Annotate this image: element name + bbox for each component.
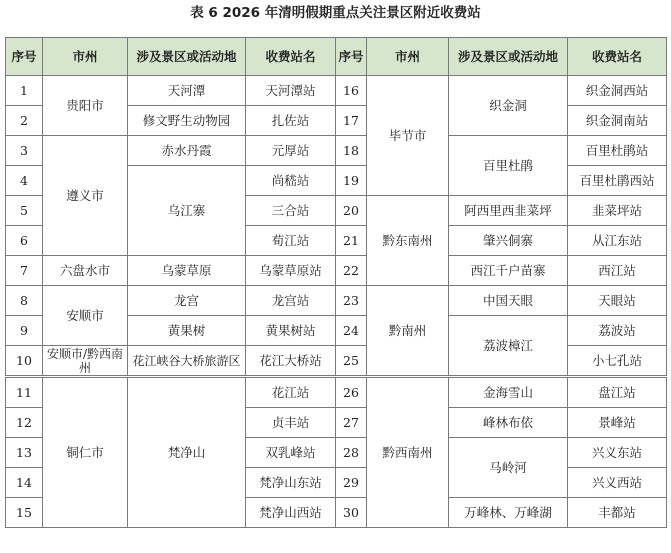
header-no: 序号 <box>336 38 367 76</box>
station-cell: 元厚站 <box>246 136 336 166</box>
row-no: 28 <box>336 438 367 468</box>
row-no: 1 <box>6 76 43 106</box>
row-no: 30 <box>336 498 367 528</box>
row-no: 8 <box>6 286 43 316</box>
area-cell: 梵净山 <box>128 377 246 528</box>
station-cell: 天河潭站 <box>246 76 336 106</box>
station-cell: 小七孔站 <box>568 346 667 377</box>
city-cell: 六盘水市 <box>43 256 128 286</box>
station-cell: 尚嵇站 <box>246 166 336 196</box>
row-no: 17 <box>336 106 367 136</box>
area-cell: 荔波樟江 <box>449 316 568 377</box>
area-cell: 西江千户苗寨 <box>449 256 568 286</box>
table-title: 表 6 2026 年清明假期重点关注景区附近收费站 <box>190 5 481 21</box>
header-city: 市州 <box>43 38 128 76</box>
station-cell: 从江东站 <box>568 226 667 256</box>
area-cell: 阿西里西韭菜坪 <box>449 196 568 226</box>
station-cell: 贞丰站 <box>246 408 336 438</box>
station-cell: 丰都站 <box>568 498 667 528</box>
station-cell: 百里杜鹃西站 <box>568 166 667 196</box>
row-no: 24 <box>336 316 367 346</box>
area-cell: 乌江寨 <box>128 166 246 256</box>
area-cell: 肇兴侗寨 <box>449 226 568 256</box>
station-cell: 黄果树站 <box>246 316 336 346</box>
area-cell: 天河潭 <box>128 76 246 106</box>
header-station: 收费站名 <box>568 38 667 76</box>
city-cell: 毕节市 <box>367 76 449 196</box>
city-cell: 贵阳市 <box>43 76 128 136</box>
station-cell: 三合站 <box>246 196 336 226</box>
row-no: 16 <box>336 76 367 106</box>
table-row <box>6 256 667 286</box>
station-cell: 盘江站 <box>568 377 667 408</box>
row-no: 7 <box>6 256 43 286</box>
toll-station-table <box>5 37 667 528</box>
row-no: 20 <box>336 196 367 226</box>
header-no: 序号 <box>6 38 43 76</box>
row-no: 29 <box>336 468 367 498</box>
area-cell: 赤水丹霞 <box>128 136 246 166</box>
row-no: 14 <box>6 468 43 498</box>
header-station: 收费站名 <box>246 38 336 76</box>
city-cell: 安顺市/黔西南州 <box>43 346 128 377</box>
station-cell: 百里杜鹃站 <box>568 136 667 166</box>
table-row <box>6 286 667 316</box>
header-area: 涉及景区或活动地 <box>449 38 568 76</box>
row-no: 2 <box>6 106 43 136</box>
row-no: 10 <box>6 346 43 377</box>
area-cell: 花江峡谷大桥旅游区 <box>128 346 246 377</box>
city-cell: 黔西南州 <box>367 377 449 528</box>
row-no: 19 <box>336 166 367 196</box>
station-cell: 荀江站 <box>246 226 336 256</box>
area-cell: 中国天眼 <box>449 286 568 316</box>
row-no: 26 <box>336 377 367 408</box>
station-cell: 花江大桥站 <box>246 346 336 377</box>
row-no: 9 <box>6 316 43 346</box>
area-cell: 乌蒙草原 <box>128 256 246 286</box>
station-cell: 西江站 <box>568 256 667 286</box>
station-cell: 花江站 <box>246 377 336 408</box>
row-no: 23 <box>336 286 367 316</box>
station-cell: 景峰站 <box>568 408 667 438</box>
area-cell: 峰林布依 <box>449 408 568 438</box>
row-no: 21 <box>336 226 367 256</box>
station-cell: 织金洞南站 <box>568 106 667 136</box>
city-cell: 遵义市 <box>43 136 128 256</box>
station-cell: 兴义东站 <box>568 438 667 468</box>
row-no: 25 <box>336 346 367 377</box>
station-cell: 梵净山东站 <box>246 468 336 498</box>
row-no: 11 <box>6 377 43 408</box>
table-row <box>6 76 667 106</box>
table-row <box>6 346 667 377</box>
area-cell: 马岭河 <box>449 438 568 498</box>
station-cell: 韭菜坪站 <box>568 196 667 226</box>
area-cell: 织金洞 <box>449 76 568 136</box>
station-cell: 织金洞西站 <box>568 76 667 106</box>
row-no: 4 <box>6 166 43 196</box>
area-cell: 金海雪山 <box>449 377 568 408</box>
header-city: 市州 <box>367 38 449 76</box>
station-cell: 天眼站 <box>568 286 667 316</box>
row-no: 27 <box>336 408 367 438</box>
row-no: 3 <box>6 136 43 166</box>
table-row <box>6 377 667 408</box>
row-no: 12 <box>6 408 43 438</box>
station-cell: 扎佐站 <box>246 106 336 136</box>
row-no: 18 <box>336 136 367 166</box>
area-cell: 万峰林、万峰湖 <box>449 498 568 528</box>
row-no: 22 <box>336 256 367 286</box>
station-cell: 双乳峰站 <box>246 438 336 468</box>
table-row <box>6 136 667 166</box>
row-no: 5 <box>6 196 43 226</box>
area-cell: 百里杜鹃 <box>449 136 568 196</box>
area-cell: 黄果树 <box>128 316 246 346</box>
row-no: 13 <box>6 438 43 468</box>
header-area: 涉及景区或活动地 <box>128 38 246 76</box>
area-cell: 修文野生动物园 <box>128 106 246 136</box>
city-cell: 黔东南州 <box>367 196 449 286</box>
row-no: 15 <box>6 498 43 528</box>
station-cell: 兴义西站 <box>568 468 667 498</box>
city-cell: 铜仁市 <box>43 377 128 528</box>
station-cell: 荔波站 <box>568 316 667 346</box>
station-cell: 龙宫站 <box>246 286 336 316</box>
header-row <box>6 38 667 76</box>
station-cell: 梵净山西站 <box>246 498 336 528</box>
area-cell: 龙宫 <box>128 286 246 316</box>
city-cell: 安顺市 <box>43 286 128 346</box>
city-cell: 黔南州 <box>367 286 449 377</box>
row-no: 6 <box>6 226 43 256</box>
station-cell: 乌蒙草原站 <box>246 256 336 286</box>
